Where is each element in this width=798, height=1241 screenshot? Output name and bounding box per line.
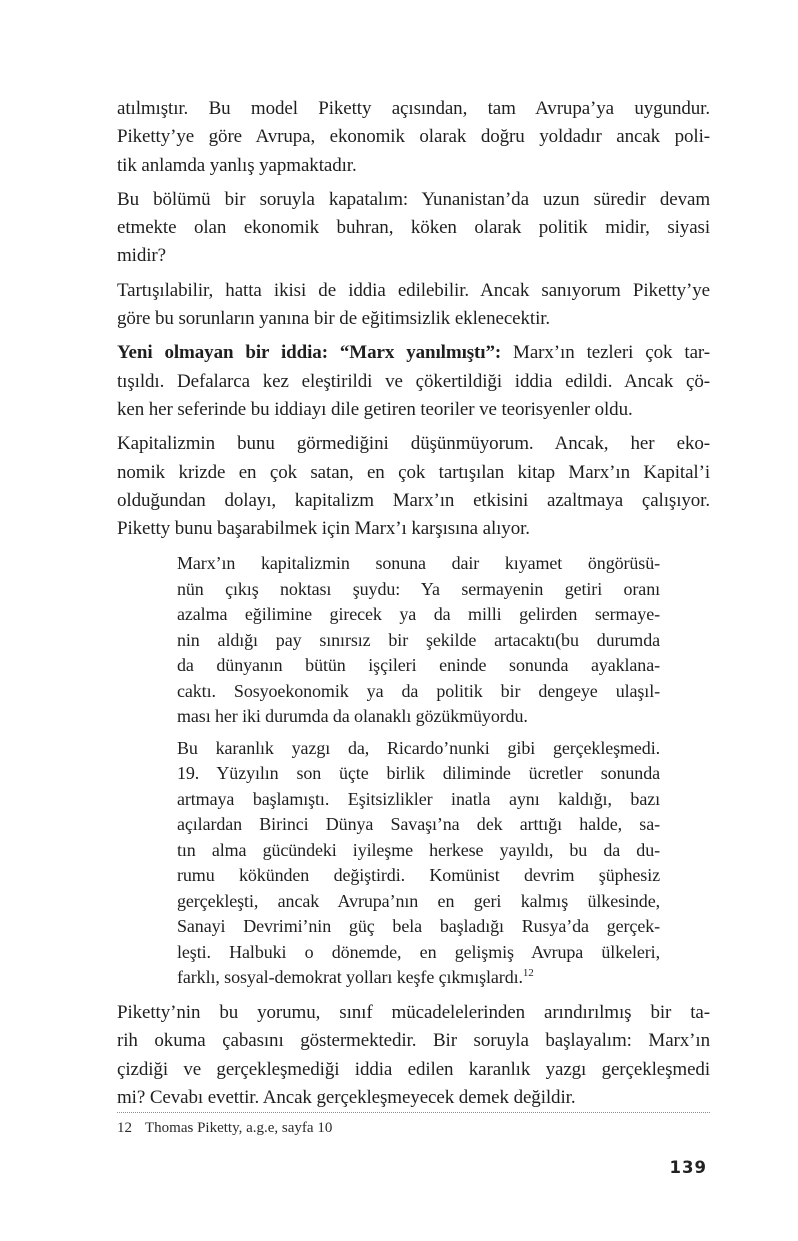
text-line: tışıldı. Defalarca kez eleştirildi ve çökertildiği iddia edildi. Ancak çö- — [117, 370, 710, 392]
text-line: atılmıştır. Bu model Piketty açısından, tam Avrupa’ya uygundur. — [117, 98, 710, 119]
text-line: caktı. Sosyoekonomik ya da politik bir dengeye ulaşıl- — [177, 680, 660, 701]
text-line: Piketty’nin bu yorumu, sınıf mücadelelerinden arındırılmış bir ta- — [117, 1001, 710, 1023]
text-line: Piketty bunu başarabilmek için Marx’ı karşısına alıyor. — [117, 518, 530, 540]
footnote-number: 12 — [117, 1120, 132, 1136]
footnote-divider — [117, 1112, 710, 1113]
text-segment: Marx’ın tezleri çok tar- — [501, 342, 710, 364]
quote-paragraph — [177, 551, 660, 730]
footnote-text: Thomas Piketty, a.g.e, sayfa 10 — [145, 1120, 333, 1136]
paragraph — [117, 95, 710, 180]
footnote-reference: 12 — [522, 967, 534, 980]
text-line: 19. Yüzyılın son üçte birlik diliminde ücretler sonunda — [177, 763, 660, 784]
paragraph — [117, 430, 710, 543]
text-line: da dünyanın bütün işçileri eninde sonunda ayaklana- — [177, 655, 660, 676]
footnote — [117, 1118, 710, 1138]
text-line: ken her seferinde bu iddiayı dile getiren teoriler ve teorisyenler oldu. — [117, 398, 633, 420]
text-line: Sanayi Devrimi’nin güç bela başladığı Rusya’da gerçek- — [177, 916, 660, 937]
paragraph — [117, 186, 710, 271]
text-line: azalma eğilimine girecek ya da milli gelirden sermaye- — [177, 604, 660, 625]
text-line: olduğundan dolayı, kapitalizm Marx’ın etkisini azaltmaya çalışıyor. — [117, 489, 710, 511]
quote-paragraph — [177, 736, 660, 991]
text-line: midir? — [117, 245, 166, 267]
text-segment: farklı, sosyal-demokrat yolları keşfe çıkmışlardı. — [177, 967, 523, 988]
text-line — [117, 339, 710, 367]
text-line: göre bu sorunların yanına bir de eğitimsizlik eklenecektir. — [117, 308, 551, 330]
body-text — [117, 95, 710, 1112]
text-line: mi? Cevabı evettir. Ancak gerçekleşmeyecek demek değildir. — [117, 1086, 576, 1108]
text-line: tın alma gücündeki iyileşme herkese yayıldı, bu da du- — [177, 839, 660, 860]
text-line: Bu bölümü bir soruyla kapatalım: Yunanistan’da uzun süredir devam — [117, 188, 710, 210]
text-line: çizdiği ve gerçekleşmediği iddia edilen karanlık yazgı gerçekleşmedi — [117, 1058, 710, 1080]
text-line: etmekte olan ekonomik buhran, köken olarak politik midir, siyasi — [117, 217, 710, 239]
text-line: tik anlamda yanlış yapmaktadır. — [117, 154, 357, 176]
text-line: nün çıkış noktası şuydu: Ya sermayenin getiri oranı — [177, 578, 660, 599]
text-line: rih okuma çabasını göstermektedir. Bir soruyla başlayalım: Marx’ın — [117, 1030, 710, 1052]
text-line: Bu karanlık yazgı da, Ricardo’nunki gibi gerçekleşmedi. — [177, 737, 660, 758]
paragraph — [117, 999, 710, 1112]
block-quote — [117, 551, 710, 991]
text-line: gerçekleşti, ancak Avrupa’nın en geri kalmış ülkesinde, — [177, 890, 660, 911]
bold-lead-text: Yeni olmayan bir iddia: “Marx yanılmıştı”: — [117, 342, 502, 364]
text-line — [177, 965, 660, 991]
page-number: 139 — [669, 1158, 707, 1177]
text-line: Marx’ın kapitalizmin sonuna dair kıyamet öngörüsü- — [177, 553, 660, 574]
text-line: leşti. Halbuki o dönemde, en gelişmiş Avrupa ülkeleri, — [177, 941, 660, 962]
paragraph-with-bold-lead — [117, 339, 710, 424]
text-line: açılardan Birinci Dünya Savaşı’na dek arttığı halde, sa- — [177, 814, 660, 835]
text-line: ması her iki durumda da olanaklı gözükmüyordu. — [177, 706, 528, 727]
paragraph — [117, 277, 710, 334]
text-line: nomik krizde en çok satan, en çok tartışılan kitap Marx’ın Kapital’i — [117, 461, 710, 483]
text-line: artmaya başlamıştı. Eşitsizlikler inatla aynı kaldığı, bazı — [177, 788, 660, 809]
text-line: Tartışılabilir, hatta ikisi de iddia edilebilir. Ancak sanıyorum Piketty’ye — [117, 279, 710, 301]
text-line: Kapitalizmin bunu görmediğini düşünmüyorum. Ancak, her eko- — [117, 433, 710, 455]
text-line: nin aldığı pay sınırsız bir şekilde artacaktı(bu durumda — [177, 629, 660, 650]
text-line: Piketty’ye göre Avrupa, ekonomik olarak doğru yoldadır ancak poli- — [117, 126, 710, 148]
text-line: rumu kökünden değiştirdi. Komünist devrim şüphesiz — [177, 865, 660, 886]
